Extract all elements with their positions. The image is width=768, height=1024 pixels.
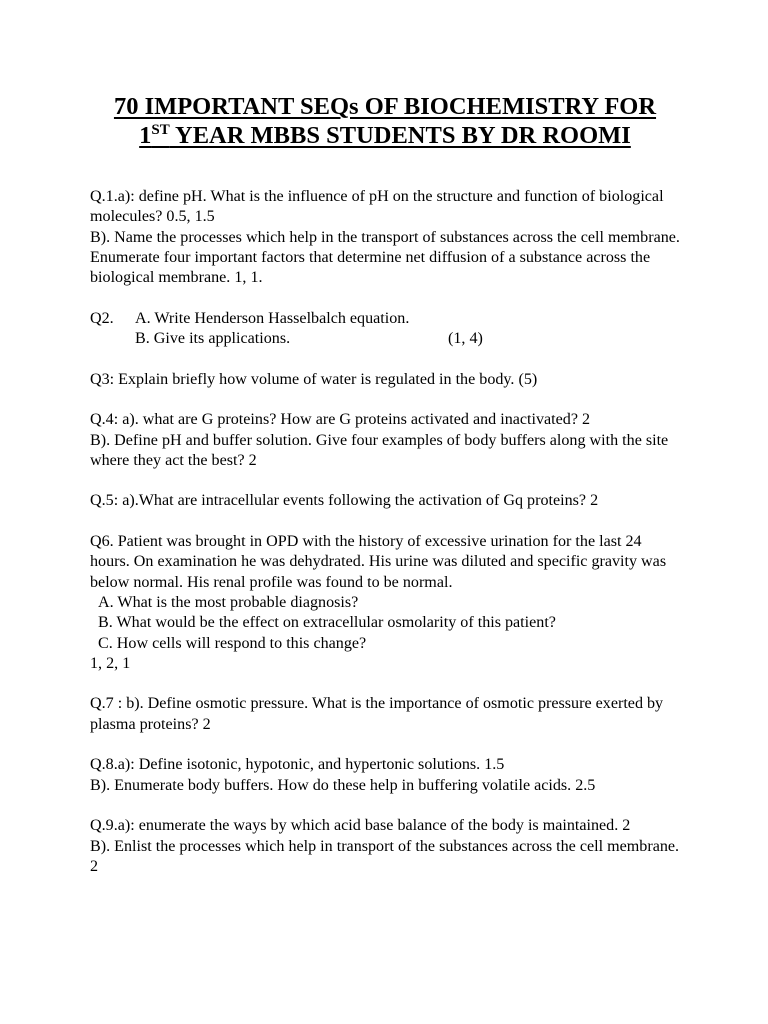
question-4 — [90, 410, 680, 471]
question-1-part-a: Q.1.a): define pH. What is the influence of pH on the structure and function of biological molecules? 0.5, 1.5 — [90, 188, 664, 226]
question-6-part-a: A. What is the most probable diagnosis? — [98, 593, 359, 611]
question-5 — [90, 491, 680, 511]
question-6-stem: Q6. Patient was brought in OPD with the history of excessive urination for the last 24 hours. On examination he was dehydrated. His urine was diluted and specific gravity was below normal. His renal profile was found to be normal. — [90, 533, 667, 591]
question-4-part-b: B). Define pH and buffer solution. Give four examples of body buffers along with the site where they act the best? 2 — [90, 431, 669, 469]
question-3 — [90, 370, 680, 390]
question-2-part-a-text: A. Write Henderson Hasselbalch equation. — [135, 309, 410, 327]
question-1 — [90, 187, 680, 288]
title-line-2 — [90, 121, 680, 150]
question-8 — [90, 755, 680, 796]
question-3-text: Q3: Explain briefly how volume of water is regulated in the body. (5) — [90, 370, 538, 388]
question-6-marks: 1, 2, 1 — [90, 654, 131, 672]
question-2 — [90, 309, 680, 350]
title-line-1: 70 IMPORTANT SEQs OF BIOCHEMISTRY FOR — [113, 93, 657, 120]
question-6-part-c: C. How cells will respond to this change? — [98, 634, 367, 652]
question-7 — [90, 694, 680, 735]
question-2-part-a — [90, 309, 680, 329]
question-list — [90, 187, 680, 877]
question-4-part-a: Q.4: a). what are G proteins? How are G proteins activated and inactivated? 2 — [90, 411, 591, 429]
question-2-part-b-text: B. Give its applications. — [135, 330, 291, 348]
question-8-part-b: B). Enumerate body buffers. How do these help in buffering volatile acids. 2.5 — [90, 776, 596, 794]
question-5-text: Q.5: a).What are intracellular events following the activation of Gq proteins? 2 — [90, 492, 599, 510]
question-2-part-b — [90, 329, 680, 349]
question-1-part-b: B). Name the processes which help in the transport of substances across the cell membrane. Enumerate four important factors that determine net diffusion of a substance across the biological membrane. 1, 1. — [90, 228, 680, 287]
title-ordinal-number: 1 — [139, 122, 152, 149]
question-9-part-b: B). Enlist the processes which help in transport of the substances across the cell membrane. 2 — [90, 837, 680, 875]
question-7-text: Q.7 : b). Define osmotic pressure. What is the importance of osmotic pressure exerted by plasma proteins? 2 — [90, 695, 664, 733]
question-2-marks: (1, 4) — [448, 330, 483, 348]
question-9-part-a: Q.9.a): enumerate the ways by which acid base balance of the body is maintained. 2 — [90, 817, 631, 835]
document-page — [90, 92, 680, 897]
question-8-part-a: Q.8.a): Define isotonic, hypotonic, and hypertonic solutions. 1.5 — [90, 756, 505, 774]
question-9 — [90, 816, 680, 877]
question-2-number: Q2. — [90, 309, 114, 327]
title-line-2-text: YEAR MBBS STUDENTS BY DR ROOMI — [169, 122, 631, 149]
document-title — [90, 92, 680, 150]
question-6-part-b: B. What would be the effect on extracellular osmolarity of this patient? — [98, 614, 556, 632]
question-6 — [90, 532, 680, 674]
title-ordinal-suffix: ST — [151, 122, 170, 138]
